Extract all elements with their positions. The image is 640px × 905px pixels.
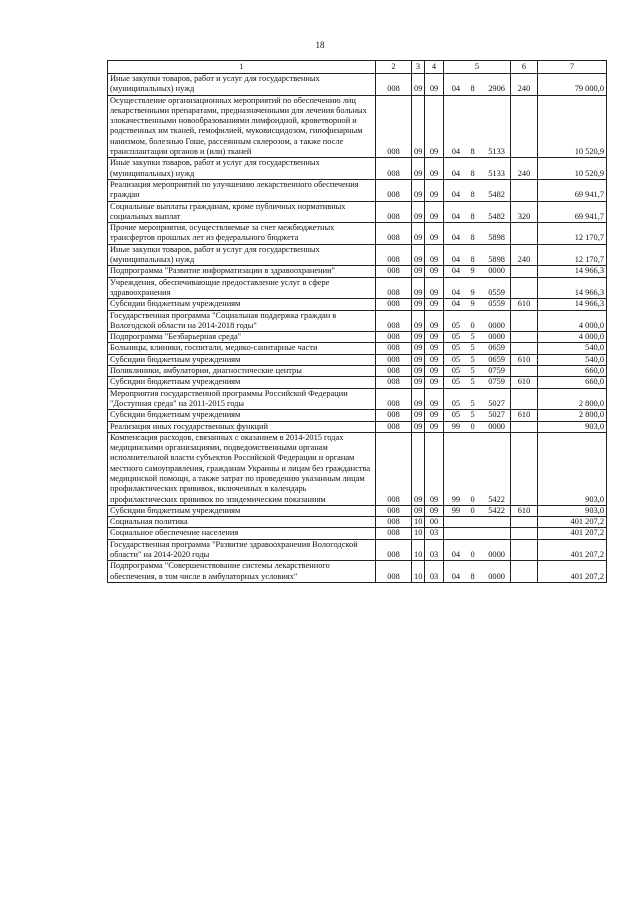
row-program-code: 04 — [451, 211, 461, 221]
row-section-code: 09 — [412, 277, 425, 299]
table-row — [108, 561, 607, 583]
row-amount: 401 207,2 — [538, 561, 607, 583]
row-expense-type — [511, 332, 538, 343]
row-target-article — [444, 299, 511, 310]
row-section-code: 09 — [412, 354, 425, 365]
row-name: Реализация иных государственных функций — [108, 421, 376, 432]
row-program-code: 04 — [451, 266, 461, 276]
row-amount: 4 000,0 — [538, 332, 607, 343]
row-subprogram-code: 5 — [470, 366, 475, 376]
row-program-code: 04 — [451, 287, 461, 297]
row-expense-type: 610 — [511, 377, 538, 388]
row-expense-type — [511, 343, 538, 354]
row-amount: 10 520,9 — [538, 95, 607, 158]
row-subsection-code: 03 — [425, 528, 444, 539]
row-ministry-code: 008 — [376, 388, 412, 410]
table-row — [108, 201, 607, 223]
row-direction-code: 0000 — [488, 320, 505, 330]
row-name: Подпрограмма "Совершенствование системы лекарственного обеспечения, в том числе в амбулаторных условиях" — [108, 561, 376, 583]
row-name: Государственная программа "Социальная поддержка граждан в Вологодской области на 2014-2018 годы" — [108, 310, 376, 332]
row-subsection-code: 09 — [425, 299, 444, 310]
row-amount: 14 966,3 — [538, 266, 607, 277]
row-name: Прочие мероприятия, осуществляемые за счет межбюджетных трансфертов прошлых лет из федерального бюджета — [108, 223, 376, 245]
row-program-code: 05 — [451, 410, 461, 420]
row-target-article — [444, 223, 511, 245]
header-col-6: 6 — [511, 61, 538, 74]
row-target-article — [444, 528, 511, 539]
row-section-code: 09 — [412, 410, 425, 421]
row-section-code: 10 — [412, 539, 425, 561]
row-subsection-code: 09 — [425, 74, 444, 96]
row-program-code: 05 — [451, 343, 461, 353]
row-expense-type: 610 — [511, 505, 538, 516]
row-target-article — [444, 377, 511, 388]
table-row — [108, 332, 607, 343]
row-program-code: 04 — [451, 550, 461, 560]
row-subprogram-code: 5 — [470, 377, 475, 387]
row-amount: 2 800,0 — [538, 410, 607, 421]
row-subsection-code: 09 — [425, 377, 444, 388]
row-subsection-code: 09 — [425, 277, 444, 299]
row-section-code: 09 — [412, 343, 425, 354]
header-col-1: 1 — [108, 61, 376, 74]
header-col-2: 2 — [376, 61, 412, 74]
table-row — [108, 95, 607, 158]
row-direction-code: 5898 — [488, 255, 505, 265]
row-amount: 540,0 — [538, 354, 607, 365]
row-program-code: 04 — [451, 190, 461, 200]
row-expense-type: 610 — [511, 410, 538, 421]
row-expense-type — [511, 539, 538, 561]
row-direction-code: 5133 — [488, 168, 505, 178]
row-ministry-code: 008 — [376, 95, 412, 158]
row-program-code: 04 — [451, 255, 461, 265]
row-section-code: 09 — [412, 266, 425, 277]
row-name: Субсидии бюджетным учреждениям — [108, 354, 376, 365]
row-ministry-code: 008 — [376, 561, 412, 583]
row-ministry-code: 008 — [376, 354, 412, 365]
row-program-code: 05 — [451, 332, 461, 342]
row-subprogram-code: 8 — [470, 84, 475, 94]
row-subsection-code: 09 — [425, 158, 444, 180]
row-program-code: 99 — [451, 505, 461, 515]
row-amount: 903,0 — [538, 505, 607, 516]
row-amount: 69 941,7 — [538, 201, 607, 223]
row-ministry-code: 008 — [376, 74, 412, 96]
row-amount: 401 207,2 — [538, 528, 607, 539]
table-row — [108, 244, 607, 266]
row-subsection-code: 09 — [425, 366, 444, 377]
row-amount: 2 800,0 — [538, 388, 607, 410]
row-name: Поликлиники, амбулатории, диагностические центры — [108, 366, 376, 377]
row-subprogram-code: 8 — [470, 255, 475, 265]
row-amount: 660,0 — [538, 366, 607, 377]
row-program-code: 99 — [451, 494, 461, 504]
row-subprogram-code: 5 — [470, 354, 475, 364]
row-expense-type — [511, 366, 538, 377]
table-row — [108, 310, 607, 332]
row-name: Компенсация расходов, связанных с оказанием в 2014-2015 годах медицинскими организациями, подведомственными органам исполнительной власти субъектов Российской Федерации и органам местного самоуправления, гражданам Украины и лицам без гражданства медицинской помощи, а также затрат по проведению указанным лицам профилактических прививок, включенных в календарь профилактических прививок по эпидемическим показаниям — [108, 432, 376, 505]
row-name: Больницы, клиники, госпитали, медико-санитарные части — [108, 343, 376, 354]
row-direction-code: 5898 — [488, 233, 505, 243]
row-expense-type — [511, 421, 538, 432]
row-section-code: 09 — [412, 310, 425, 332]
row-subprogram-code: 5 — [470, 332, 475, 342]
row-subsection-code: 09 — [425, 179, 444, 201]
row-section-code: 09 — [412, 158, 425, 180]
row-section-code: 09 — [412, 388, 425, 410]
row-expense-type — [511, 266, 538, 277]
row-direction-code: 0000 — [488, 332, 505, 342]
row-subprogram-code: 5 — [470, 398, 475, 408]
row-target-article — [444, 277, 511, 299]
row-amount: 69 941,7 — [538, 179, 607, 201]
row-amount: 79 000,0 — [538, 74, 607, 96]
row-name: Социальные выплаты гражданам, кроме публичных нормативных социальных выплат — [108, 201, 376, 223]
row-direction-code: 0759 — [488, 377, 505, 387]
row-amount: 540,0 — [538, 343, 607, 354]
row-target-article — [444, 74, 511, 96]
row-expense-type — [511, 277, 538, 299]
row-ministry-code: 008 — [376, 343, 412, 354]
row-program-code: 05 — [451, 377, 461, 387]
row-ministry-code: 008 — [376, 223, 412, 245]
row-expense-type — [511, 517, 538, 528]
row-target-article — [444, 95, 511, 158]
row-target-article — [444, 517, 511, 528]
row-expense-type: 240 — [511, 74, 538, 96]
row-amount: 401 207,2 — [538, 539, 607, 561]
row-target-article — [444, 561, 511, 583]
table-row — [108, 179, 607, 201]
row-subprogram-code: 0 — [470, 320, 475, 330]
table-row — [108, 299, 607, 310]
row-ministry-code: 008 — [376, 158, 412, 180]
row-amount: 14 966,3 — [538, 299, 607, 310]
budget-table — [107, 60, 607, 583]
table-row — [108, 158, 607, 180]
row-direction-code: 5027 — [488, 398, 505, 408]
row-target-article — [444, 266, 511, 277]
table-row — [108, 432, 607, 505]
table-row — [108, 266, 607, 277]
row-ministry-code: 008 — [376, 366, 412, 377]
row-program-code: 05 — [451, 366, 461, 376]
row-subsection-code: 09 — [425, 332, 444, 343]
row-section-code: 10 — [412, 561, 425, 583]
row-expense-type: 610 — [511, 299, 538, 310]
row-expense-type — [511, 561, 538, 583]
row-name: Государственная программа "Развитие здравоохранения Вологодской области" на 2014-2020 годы — [108, 539, 376, 561]
row-program-code: 04 — [451, 168, 461, 178]
row-subsection-code: 00 — [425, 517, 444, 528]
page-number: 18 — [315, 40, 325, 50]
table-row — [108, 74, 607, 96]
row-subsection-code: 09 — [425, 244, 444, 266]
row-target-article — [444, 421, 511, 432]
row-target-article — [444, 201, 511, 223]
row-name: Социальное обеспечение населения — [108, 528, 376, 539]
row-subprogram-code: 8 — [470, 168, 475, 178]
row-ministry-code: 008 — [376, 310, 412, 332]
row-amount: 14 966,3 — [538, 277, 607, 299]
row-direction-code: 0000 — [488, 421, 505, 431]
row-direction-code: 5482 — [488, 211, 505, 221]
row-subprogram-code: 8 — [470, 211, 475, 221]
row-ministry-code: 008 — [376, 332, 412, 343]
row-ministry-code: 008 — [376, 539, 412, 561]
table-row — [108, 343, 607, 354]
row-direction-code: 0000 — [488, 571, 505, 581]
row-subsection-code: 09 — [425, 432, 444, 505]
row-section-code: 09 — [412, 421, 425, 432]
row-target-article — [444, 354, 511, 365]
table-row — [108, 539, 607, 561]
table-row — [108, 388, 607, 410]
row-section-code: 09 — [412, 432, 425, 505]
header-col-7: 7 — [538, 61, 607, 74]
row-direction-code: 5027 — [488, 410, 505, 420]
row-program-code: 99 — [451, 421, 461, 431]
row-subsection-code: 09 — [425, 421, 444, 432]
row-name: Осуществление организационных мероприятий по обеспечению лиц лекарственными препаратами, предназначенными для лечения больных злокачественными новообразованиями лимфоидной, кроветворной и родственных им тканей, гемофилией, муковисцидозом, гипофизарным нанизмом, болезнью Гоше, рассеянным склерозом, а также после трансплантации органов и (или) тканей — [108, 95, 376, 158]
row-subprogram-code: 9 — [470, 287, 475, 297]
table-row — [108, 277, 607, 299]
table-row — [108, 505, 607, 516]
row-amount: 903,0 — [538, 432, 607, 505]
table-row — [108, 377, 607, 388]
table-row — [108, 354, 607, 365]
row-expense-type: 610 — [511, 354, 538, 365]
row-target-article — [444, 432, 511, 505]
row-ministry-code: 008 — [376, 421, 412, 432]
row-subprogram-code: 5 — [470, 410, 475, 420]
row-direction-code: 5482 — [488, 190, 505, 200]
row-ministry-code: 008 — [376, 179, 412, 201]
row-direction-code: 0659 — [488, 354, 505, 364]
row-program-code: 04 — [451, 147, 461, 157]
row-ministry-code: 008 — [376, 432, 412, 505]
header-col-5: 5 — [444, 61, 511, 74]
row-expense-type — [511, 432, 538, 505]
table-row — [108, 517, 607, 528]
row-section-code: 09 — [412, 505, 425, 516]
table-row — [108, 421, 607, 432]
row-amount: 10 520,9 — [538, 158, 607, 180]
row-expense-type: 320 — [511, 201, 538, 223]
row-target-article — [444, 158, 511, 180]
row-amount: 660,0 — [538, 377, 607, 388]
row-subsection-code: 09 — [425, 505, 444, 516]
row-section-code: 09 — [412, 223, 425, 245]
row-direction-code: 0659 — [488, 343, 505, 353]
row-ministry-code: 008 — [376, 517, 412, 528]
row-ministry-code: 008 — [376, 299, 412, 310]
row-name: Реализация мероприятий по улучшению лекарственного обеспечения граждан — [108, 179, 376, 201]
row-subsection-code: 09 — [425, 223, 444, 245]
row-expense-type — [511, 388, 538, 410]
row-expense-type — [511, 95, 538, 158]
row-amount: 903,0 — [538, 421, 607, 432]
row-program-code: 05 — [451, 354, 461, 364]
row-name: Мероприятия государственной программы Российской Федерации "Доступная среда" на 2011-2015 годы — [108, 388, 376, 410]
row-amount: 12 170,7 — [538, 244, 607, 266]
row-ministry-code: 008 — [376, 201, 412, 223]
row-subprogram-code: 9 — [470, 299, 475, 309]
row-program-code: 04 — [451, 299, 461, 309]
row-direction-code: 0559 — [488, 287, 505, 297]
row-name: Учреждения, обеспечивающие предоставление услуг в сфере здравоохранения — [108, 277, 376, 299]
row-subprogram-code: 9 — [470, 266, 475, 276]
row-subprogram-code: 0 — [470, 421, 475, 431]
row-name: Социальная политика — [108, 517, 376, 528]
row-target-article — [444, 332, 511, 343]
table-row — [108, 223, 607, 245]
row-direction-code: 2906 — [488, 84, 505, 94]
row-section-code: 10 — [412, 517, 425, 528]
row-target-article — [444, 179, 511, 201]
row-subsection-code: 09 — [425, 410, 444, 421]
row-name: Подпрограмма "Безбарьерная среда" — [108, 332, 376, 343]
row-subprogram-code: 5 — [470, 343, 475, 353]
row-direction-code: 0000 — [488, 266, 505, 276]
row-name: Иные закупки товаров, работ и услуг для государственных (муниципальных) нужд — [108, 158, 376, 180]
row-direction-code: 5422 — [488, 505, 505, 515]
header-col-4: 4 — [425, 61, 444, 74]
row-subprogram-code: 8 — [470, 147, 475, 157]
row-amount: 12 170,7 — [538, 223, 607, 245]
row-program-code: 04 — [451, 233, 461, 243]
row-expense-type — [511, 310, 538, 332]
row-target-article — [444, 388, 511, 410]
row-name: Субсидии бюджетным учреждениям — [108, 299, 376, 310]
row-section-code: 10 — [412, 528, 425, 539]
row-subsection-code: 09 — [425, 310, 444, 332]
row-expense-type — [511, 223, 538, 245]
row-subsection-code: 09 — [425, 388, 444, 410]
row-ministry-code: 008 — [376, 377, 412, 388]
row-target-article — [444, 244, 511, 266]
row-ministry-code: 008 — [376, 266, 412, 277]
row-subprogram-code: 0 — [470, 505, 475, 515]
row-name: Субсидии бюджетным учреждениям — [108, 377, 376, 388]
table-row — [108, 410, 607, 421]
row-section-code: 09 — [412, 244, 425, 266]
row-subprogram-code: 8 — [470, 190, 475, 200]
row-subsection-code: 09 — [425, 201, 444, 223]
row-ministry-code: 008 — [376, 244, 412, 266]
row-expense-type — [511, 528, 538, 539]
header-col-3: 3 — [412, 61, 425, 74]
row-program-code: 04 — [451, 84, 461, 94]
row-amount: 401 207,2 — [538, 517, 607, 528]
row-section-code: 09 — [412, 299, 425, 310]
row-name: Субсидии бюджетным учреждениям — [108, 505, 376, 516]
row-subsection-code: 09 — [425, 343, 444, 354]
row-program-code: 04 — [451, 571, 461, 581]
row-target-article — [444, 410, 511, 421]
row-direction-code: 5133 — [488, 147, 505, 157]
row-subsection-code: 03 — [425, 561, 444, 583]
row-amount: 4 000,0 — [538, 310, 607, 332]
row-section-code: 09 — [412, 201, 425, 223]
row-name: Иные закупки товаров, работ и услуг для государственных (муниципальных) нужд — [108, 244, 376, 266]
row-subsection-code: 09 — [425, 354, 444, 365]
row-direction-code: 0759 — [488, 366, 505, 376]
table-row — [108, 528, 607, 539]
row-section-code: 09 — [412, 377, 425, 388]
row-program-code: 05 — [451, 320, 461, 330]
row-ministry-code: 008 — [376, 277, 412, 299]
row-section-code: 09 — [412, 332, 425, 343]
row-section-code: 09 — [412, 95, 425, 158]
row-expense-type: 240 — [511, 158, 538, 180]
row-name: Иные закупки товаров, работ и услуг для государственных (муниципальных) нужд — [108, 74, 376, 96]
row-section-code: 09 — [412, 74, 425, 96]
row-name: Субсидии бюджетным учреждениям — [108, 410, 376, 421]
row-name: Подпрограмма "Развитие информатизации в здравоохранении" — [108, 266, 376, 277]
row-direction-code: 0000 — [488, 550, 505, 560]
row-direction-code: 5422 — [488, 494, 505, 504]
row-subsection-code: 03 — [425, 539, 444, 561]
table-row — [108, 366, 607, 377]
row-subprogram-code: 8 — [470, 571, 475, 581]
row-ministry-code: 008 — [376, 505, 412, 516]
row-target-article — [444, 366, 511, 377]
row-section-code: 09 — [412, 366, 425, 377]
row-subprogram-code: 0 — [470, 550, 475, 560]
row-subprogram-code: 8 — [470, 233, 475, 243]
row-subsection-code: 09 — [425, 266, 444, 277]
table-body — [108, 74, 607, 583]
row-ministry-code: 008 — [376, 528, 412, 539]
row-target-article — [444, 505, 511, 516]
row-program-code: 05 — [451, 398, 461, 408]
header-row — [108, 61, 607, 74]
row-subsection-code: 09 — [425, 95, 444, 158]
row-target-article — [444, 310, 511, 332]
row-expense-type: 240 — [511, 244, 538, 266]
row-direction-code: 0559 — [488, 299, 505, 309]
row-expense-type — [511, 179, 538, 201]
row-target-article — [444, 343, 511, 354]
row-target-article — [444, 539, 511, 561]
row-ministry-code: 008 — [376, 410, 412, 421]
row-section-code: 09 — [412, 179, 425, 201]
row-subprogram-code: 0 — [470, 494, 475, 504]
